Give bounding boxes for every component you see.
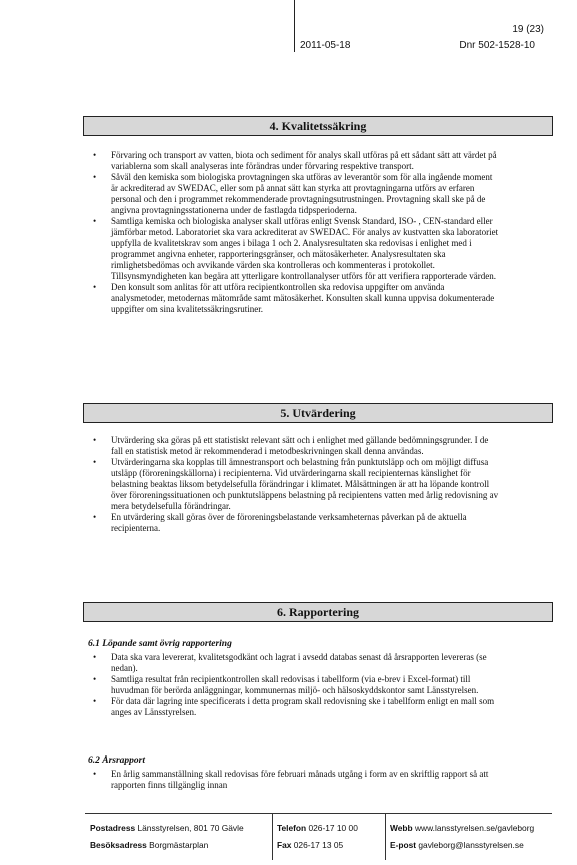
list-item: • För data där lagring inte specificerats i detta program skall redovisning ske i tabellform enligt en mall som anges av Länsstyrelsen. [85, 696, 500, 718]
list-item: • Utvärderingarna ska kopplas till ämnestransport och belastning från punktutsläpp och om möjligt diffusa utsläpp (föroreningskällorna) i recipienterna. Vid utvärderingarna skall recipienternas känslighet för belastning beaktas liksom betydelsefulla förändringar i klimatet. Målsättningen är att ha löpande kontroll över föroreningssituationen och punktutsläppens belastning på recipientens vatten med årlig redovisning av mera betydelsefulla förändringar. [85, 457, 500, 512]
list-item: • En årlig sammanställning skall redovisas före februari månads utgång i form av en skriftlig rapport så att rapporten finns tillgänglig innan [85, 769, 500, 791]
epost-label: E-post [390, 840, 417, 850]
bullet-list-utvardering [85, 435, 500, 534]
fax-label: Fax [277, 840, 292, 850]
footer-separator [385, 814, 386, 860]
document-date: 2011-05-18 [300, 40, 351, 51]
document-dnr: Dnr 502-1528-10 [459, 40, 535, 51]
telefon-value: 026-17 10 00 [308, 823, 358, 833]
postadress-value: Länsstyrelsen, 801 70 Gävle [137, 823, 244, 833]
bullet-list-arsrapport [85, 769, 500, 791]
list-item: • Den konsult som anlitas för att utföra recipientkontrollen ska redovisa uppgifter om använda analysmetoder, metodernas mätområde samt mätosäkerhet. Konsulten skall kunna uppvisa dokumenterade uppgifter om sina kvalitetssäkringsrutiner. [85, 282, 500, 315]
besoksadress-label: Besöksadress [90, 840, 147, 850]
telefon-label: Telefon [277, 823, 307, 833]
footer-phone-block [277, 820, 358, 854]
subsection-title-arsrapport: 6.2 Årsrapport [88, 756, 146, 766]
footer-address-block [90, 820, 244, 854]
list-item: • Förvaring och transport av vatten, biota och sediment för analys skall utföras på ett sådant sätt att värdet på variablerna som skall analyseras inte förändras under förvaring respektive transport. [85, 150, 500, 172]
list-item: • Såväl den kemiska som biologiska provtagningen ska utföras av leverantör som för alla ingående moment är ackrediterad av SWEDAC, eller som på annat sätt kan styrka att provtagningarna utförs av erfaren personal och den i programmet rekommenderade provtagningsutrustningen. Provtagning skall ske på de angivna provtagningsstationerna under de fastlagda tidpsperioderna. [85, 172, 500, 216]
footer-web-block [390, 820, 534, 854]
list-item: • Samtliga kemiska och biologiska analyser skall utföras enligt Svensk Standard, ISO- , CEN-standard eller jämförbar metod. Laboratoriet ska vara ackrediterat av SWEDAC. För analys av kustvatten ska laboratoriet uppfylla de kvalitetskrav som anges i bilaga 1 och 2. Analysresultaten ska redovisas i enlighet med i programmet angivna enheter, rapporteringsgränser, och mätosäkerheter. Analysresultaten ska rimlighetsbedömas och avvikande värden ska kontrolleras och kommenteras i protokollet. Tillsynsmyndigheten kan begära att ytterligare kontrollanalyser utförs för att verifiera rapporterade värden. [85, 216, 500, 282]
webb-label: Webb [390, 823, 413, 833]
epost-link[interactable]: gavleborg@lansstyrelsen.se [418, 840, 524, 850]
bullet-list-lopande [85, 652, 500, 718]
footer-separator [272, 814, 273, 860]
section-heading-kvalitetssakring: 4. Kvalitetssäkring [83, 116, 553, 136]
list-item: • Data ska vara levererat, kvalitetsgodkänt och lagrat i avsedd databas senast då årsrapporten levereras (se nedan). [85, 652, 500, 674]
section-heading-utvardering: 5. Utvärdering [83, 403, 553, 423]
header-divider [294, 0, 295, 52]
section-heading-rapportering: 6. Rapportering [83, 602, 553, 622]
subsection-title-lopande: 6.1 Löpande samt övrig rapportering [88, 639, 232, 649]
besoksadress-value: Borgmästarplan [149, 840, 209, 850]
webb-link[interactable]: www.lansstyrelsen.se/gavleborg [414, 823, 535, 833]
footer-divider [85, 813, 552, 814]
bullet-list-kvalitetssakring [85, 150, 500, 315]
list-item: • Samtliga resultat från recipientkontrollen skall redovisas i tabellform (via e-brev i Excel-format) till huvudman för berörda anläggningar, kommunernas miljö- och hälsoskyddskontor samt Länsstyrelsen. [85, 674, 500, 696]
list-item: • Utvärdering ska göras på ett statistiskt relevant sätt och i enlighet med gällande bedömningsgrunder. I de fall en statistisk metod är rekommenderad i metodbeskrivningen skall denna användas. [85, 435, 500, 457]
postadress-label: Postadress [90, 823, 136, 833]
list-item: • En utvärdering skall göras över de föroreningsbelastande verksamheternas påverkan på de aktuella recipienterna. [85, 512, 500, 534]
page-number: 19 (23) [512, 24, 544, 35]
fax-value: 026-17 13 05 [293, 840, 344, 850]
